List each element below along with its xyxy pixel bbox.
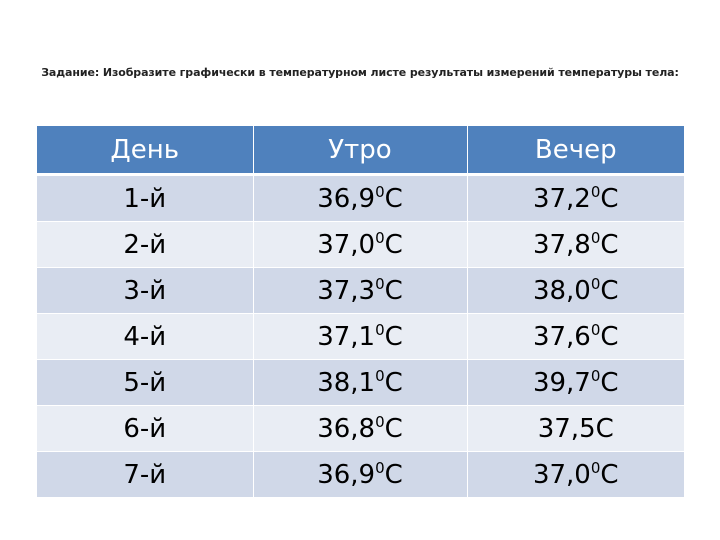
table-row	[37, 452, 684, 498]
evening-value: 38,0	[532, 275, 591, 306]
morning-value: 36,8	[317, 413, 376, 444]
header-evening: Вечер	[467, 126, 684, 175]
morning-unit: C	[384, 413, 403, 444]
morning-degree-superscript: 0	[375, 182, 385, 201]
evening-unit: C	[600, 229, 619, 260]
morning-unit: C	[384, 367, 403, 398]
day-cell: 6-й	[37, 406, 253, 452]
day-cell: 4-й	[37, 314, 253, 360]
evening-degree-superscript: 0	[590, 182, 601, 201]
morning-degree-superscript: 0	[375, 458, 385, 477]
evening-value: 37,6	[532, 321, 591, 352]
temperature-table	[37, 126, 684, 498]
evening-value: 37,2	[532, 183, 591, 214]
morning-degree-superscript: 0	[375, 274, 385, 293]
morning-value: 37,3	[317, 275, 376, 306]
task-title: Задание: Изобразите графически в температурном листе результаты измерений температуры тела:	[41, 66, 679, 79]
evening-unit: C	[600, 321, 619, 352]
header-day: День	[37, 126, 253, 175]
evening-temperature-cell	[467, 222, 684, 268]
morning-unit: C	[384, 459, 403, 490]
morning-temperature-cell	[253, 268, 467, 314]
morning-degree-superscript: 0	[375, 366, 385, 385]
evening-degree-superscript: 0	[590, 366, 601, 385]
evening-unit: C	[600, 183, 619, 214]
evening-temperature-cell	[467, 314, 684, 360]
morning-unit: C	[384, 183, 403, 214]
morning-temperature-cell	[253, 222, 467, 268]
morning-value: 37,0	[317, 229, 376, 260]
evening-temperature-cell	[467, 175, 684, 222]
header-morning: Утро	[253, 126, 467, 175]
evening-temperature-cell	[467, 360, 684, 406]
morning-unit: C	[384, 321, 403, 352]
table-row	[37, 314, 684, 360]
morning-unit: C	[384, 275, 403, 306]
morning-value: 36,9	[317, 183, 376, 214]
morning-temperature-cell	[253, 452, 467, 498]
evening-degree-superscript: 0	[590, 274, 601, 293]
day-cell: 3-й	[37, 268, 253, 314]
evening-value: 37,5	[537, 413, 596, 444]
evening-unit: C	[595, 413, 614, 444]
morning-value: 37,1	[317, 321, 376, 352]
table-body	[37, 175, 684, 498]
evening-degree-superscript: 0	[590, 320, 601, 339]
evening-temperature-cell	[467, 406, 684, 452]
table-row	[37, 222, 684, 268]
evening-degree-superscript: 0	[590, 228, 601, 247]
morning-unit: C	[384, 229, 403, 260]
evening-value: 37,8	[532, 229, 591, 260]
morning-degree-superscript: 0	[375, 320, 385, 339]
morning-degree-superscript: 0	[375, 228, 385, 247]
morning-temperature-cell	[253, 314, 467, 360]
morning-degree-superscript: 0	[375, 412, 385, 431]
evening-value: 39,7	[532, 367, 591, 398]
table-row	[37, 360, 684, 406]
day-cell: 1-й	[37, 175, 253, 222]
table-row	[37, 406, 684, 452]
evening-unit: C	[600, 367, 619, 398]
table-row	[37, 175, 684, 222]
morning-temperature-cell	[253, 360, 467, 406]
day-cell: 5-й	[37, 360, 253, 406]
evening-value: 37,0	[532, 459, 591, 490]
morning-value: 36,9	[317, 459, 376, 490]
evening-unit: C	[600, 459, 619, 490]
evening-unit: C	[600, 275, 619, 306]
day-cell: 7-й	[37, 452, 253, 498]
evening-degree-superscript: 0	[590, 458, 601, 477]
evening-temperature-cell	[467, 452, 684, 498]
table-row	[37, 268, 684, 314]
evening-temperature-cell	[467, 268, 684, 314]
morning-temperature-cell	[253, 406, 467, 452]
morning-value: 38,1	[317, 367, 376, 398]
table-header-row	[37, 126, 684, 175]
day-cell: 2-й	[37, 222, 253, 268]
morning-temperature-cell	[253, 175, 467, 222]
